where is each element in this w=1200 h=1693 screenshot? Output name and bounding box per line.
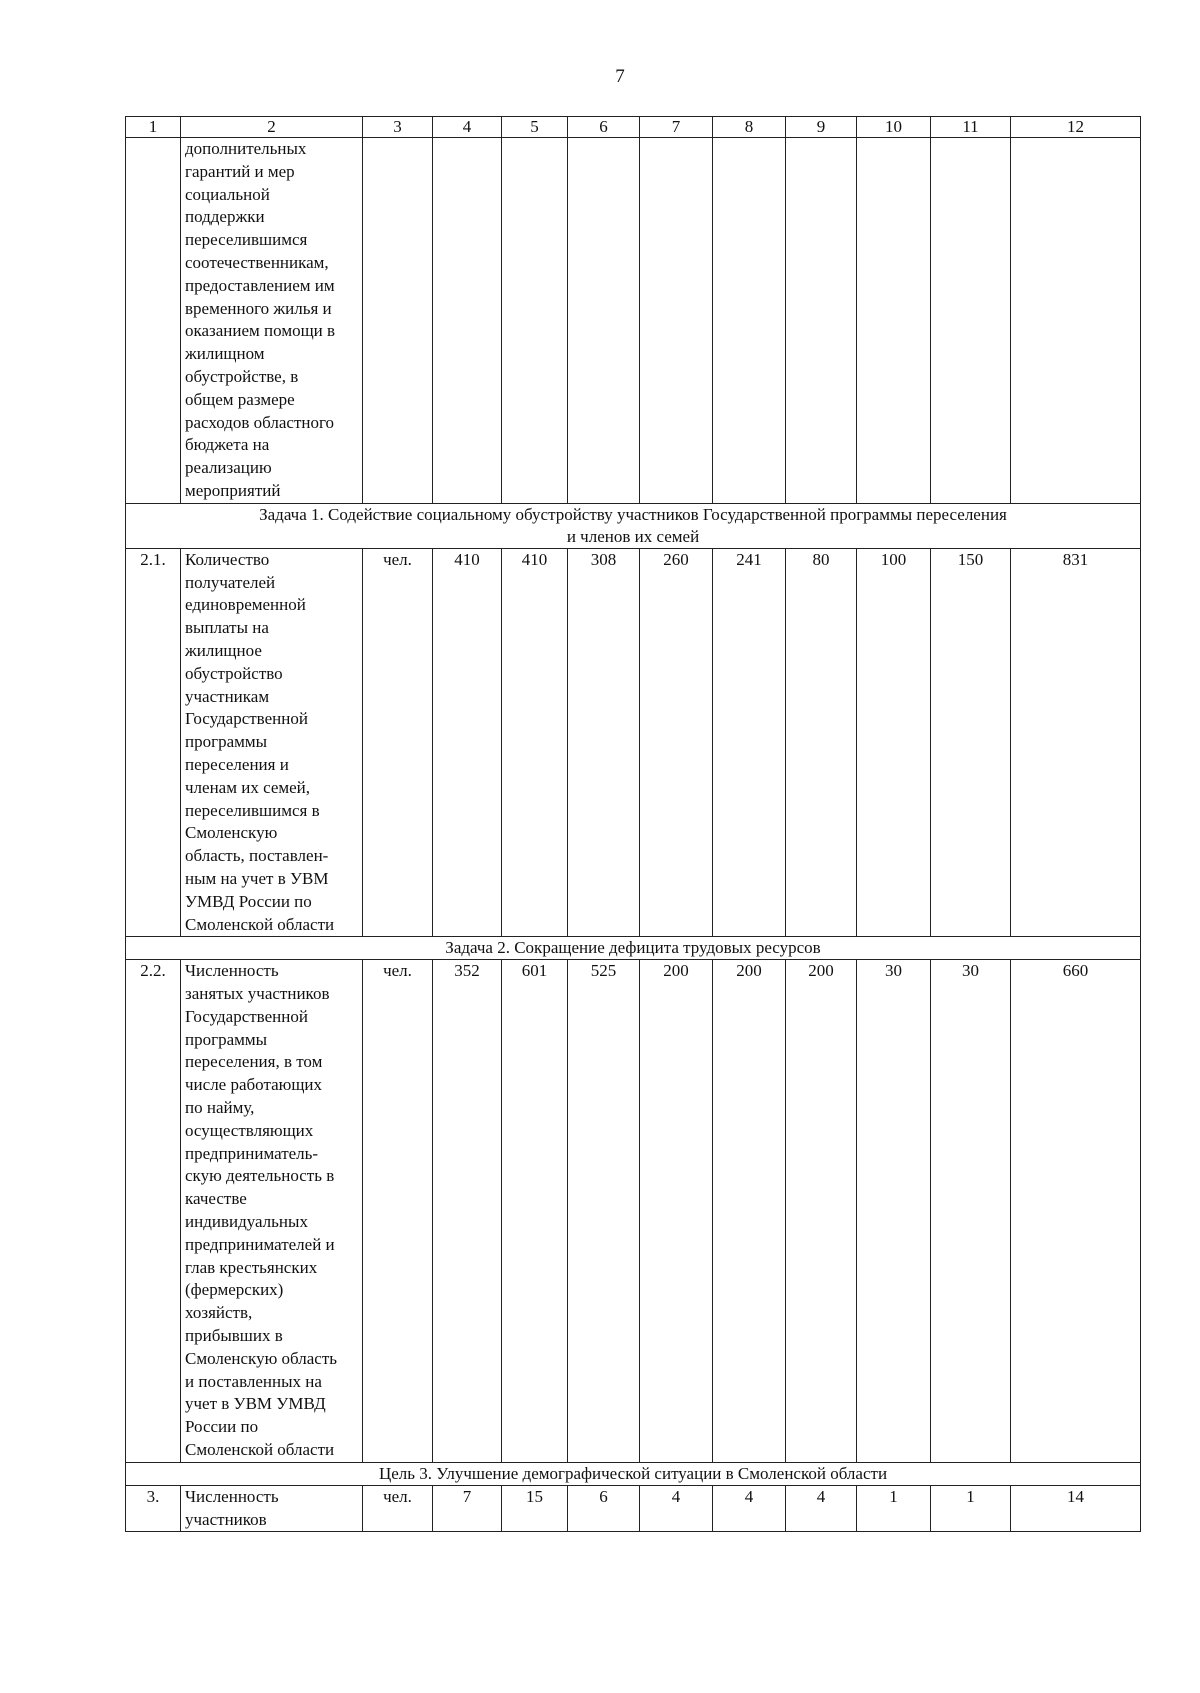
column-number-row <box>126 117 1141 138</box>
value-cell <box>857 138 931 504</box>
unit-cell: чел. <box>363 1485 433 1532</box>
table-row <box>126 1485 1141 1532</box>
row-index <box>126 138 181 504</box>
column-number: 7 <box>640 117 713 138</box>
value-cell: 6 <box>568 1485 640 1532</box>
column-number: 8 <box>713 117 786 138</box>
column-number: 1 <box>126 117 181 138</box>
table-row <box>126 548 1141 937</box>
value-cell: 260 <box>640 548 713 937</box>
value-cell: 80 <box>786 548 857 937</box>
indicator-description: дополнительных гарантий и мер социальной поддержки переселившимся соотечественникам, предоставлением им временного жилья и оказанием помощи в жилищном обустройстве, в общем размере расходов областного бюджета на реализацию мероприятий <box>181 138 363 504</box>
column-number: 2 <box>181 117 363 138</box>
value-cell <box>568 138 640 504</box>
column-number: 5 <box>502 117 568 138</box>
value-cell: 1 <box>857 1485 931 1532</box>
unit-cell: чел. <box>363 548 433 937</box>
indicators-table <box>125 116 1141 1532</box>
column-number: 10 <box>857 117 931 138</box>
section-row <box>126 503 1141 548</box>
task-1-heading: Задача 1. Содействие социальному обустройству участников Государственной программы переселения и членов их семей <box>126 503 1141 548</box>
value-cell: 1 <box>931 1485 1011 1532</box>
goal-3-heading: Цель 3. Улучшение демографической ситуации в Смоленской области <box>126 1462 1141 1485</box>
value-cell <box>502 138 568 504</box>
value-cell: 308 <box>568 548 640 937</box>
value-cell: 241 <box>713 548 786 937</box>
row-index: 3. <box>126 1485 181 1532</box>
value-cell: 150 <box>931 548 1011 937</box>
value-cell: 200 <box>786 960 857 1463</box>
table-row <box>126 138 1141 504</box>
column-number: 3 <box>363 117 433 138</box>
column-number: 9 <box>786 117 857 138</box>
column-number: 11 <box>931 117 1011 138</box>
value-cell: 4 <box>786 1485 857 1532</box>
section-row <box>126 937 1141 960</box>
value-cell: 4 <box>640 1485 713 1532</box>
value-cell <box>433 138 502 504</box>
value-cell <box>640 138 713 504</box>
column-number: 4 <box>433 117 502 138</box>
section-row <box>126 1462 1141 1485</box>
column-number: 6 <box>568 117 640 138</box>
value-cell: 30 <box>857 960 931 1463</box>
value-cell: 30 <box>931 960 1011 1463</box>
value-cell <box>931 138 1011 504</box>
column-number: 12 <box>1011 117 1141 138</box>
value-cell: 352 <box>433 960 502 1463</box>
value-cell: 15 <box>502 1485 568 1532</box>
value-cell: 831 <box>1011 548 1141 937</box>
value-cell: 601 <box>502 960 568 1463</box>
row-index: 2.1. <box>126 548 181 937</box>
task-2-heading: Задача 2. Сокращение дефицита трудовых ресурсов <box>126 937 1141 960</box>
value-cell <box>713 138 786 504</box>
value-cell: 200 <box>640 960 713 1463</box>
value-cell: 660 <box>1011 960 1141 1463</box>
unit-cell: чел. <box>363 960 433 1463</box>
indicator-description: Численность занятых участников Государственной программы переселения, в том числе работающих по найму, осуществляющих предприниматель- скую деятельность в качестве индивидуальных предпринимателей и глав крестьянских (фермерских) хозяйств, прибывших в Смоленскую область и поставленных на учет в УВМ УМВД России по Смоленской области <box>181 960 363 1463</box>
value-cell: 410 <box>502 548 568 937</box>
row-index: 2.2. <box>126 960 181 1463</box>
value-cell <box>786 138 857 504</box>
unit-cell <box>363 138 433 504</box>
value-cell: 4 <box>713 1485 786 1532</box>
page-number: 7 <box>615 66 625 87</box>
value-cell: 100 <box>857 548 931 937</box>
indicator-description: Численность участников <box>181 1485 363 1532</box>
value-cell: 7 <box>433 1485 502 1532</box>
indicator-description: Количество получателей единовременной выплаты на жилищное обустройство участникам Государственной программы переселения и членам их семей, переселившимся в Смоленскую область, поставлен- ным на учет в УВМ УМВД России по Смоленской области <box>181 548 363 937</box>
value-cell: 200 <box>713 960 786 1463</box>
value-cell: 410 <box>433 548 502 937</box>
table-row <box>126 960 1141 1463</box>
value-cell <box>1011 138 1141 504</box>
value-cell: 14 <box>1011 1485 1141 1532</box>
value-cell: 525 <box>568 960 640 1463</box>
